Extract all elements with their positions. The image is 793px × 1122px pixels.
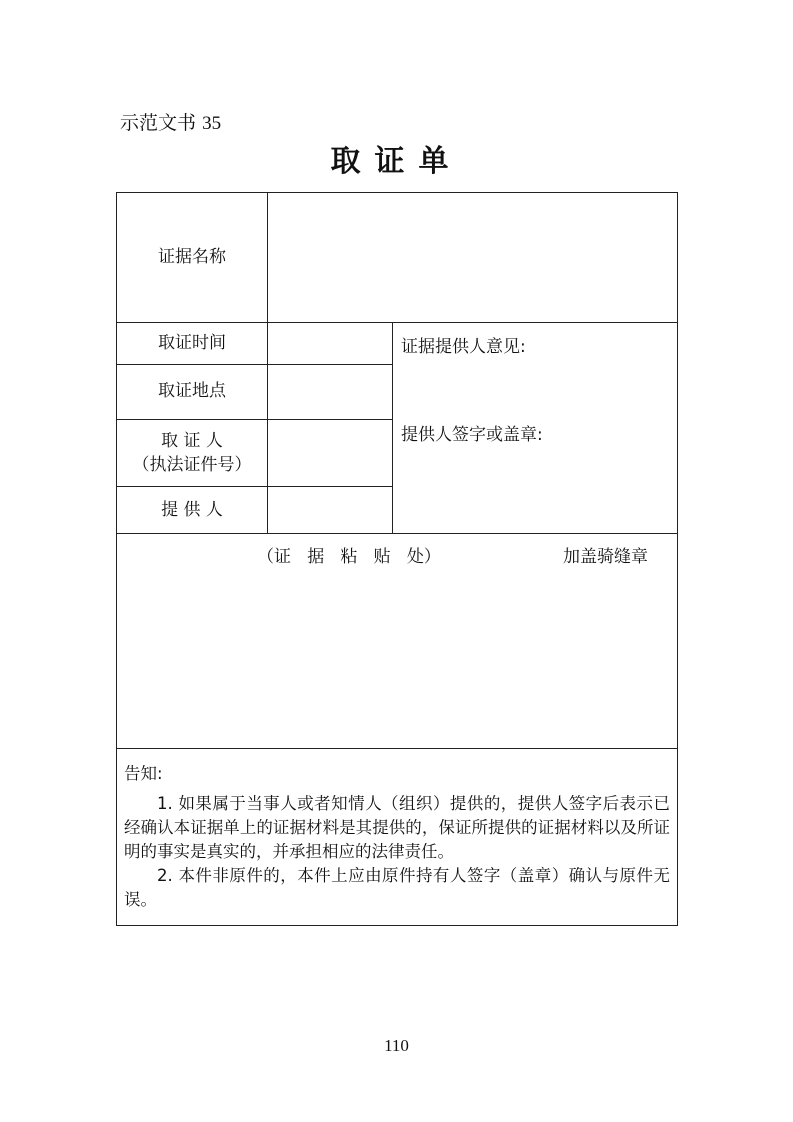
cross-page-seal-label: 加盖骑缝章	[563, 547, 648, 567]
provider-signature-label: 提供人签字或盖章:	[401, 425, 543, 445]
collector-label: 取 证 人	[161, 431, 223, 451]
notice-item: 2. 本件非原件的，本件上应由原件持有人签字（盖章）确认与原件无误。	[124, 866, 670, 909]
row-divider	[117, 419, 392, 420]
row-divider	[117, 322, 677, 323]
evidence-name-label: 证据名称	[158, 247, 226, 267]
evidence-paste-area-label: （证 据 粘 贴 处）	[257, 547, 441, 567]
notice-item: 1. 如果属于当事人或者知情人（组织）提供的，提供人签字后表示已经确认本证据单上的证据材料是其提供的，保证所提供的证据材料以及所证明的事实是真实的，并承担相应的法律责任。	[124, 794, 670, 861]
column-divider	[267, 193, 268, 533]
page-number: 110	[384, 1036, 409, 1055]
row-divider	[117, 533, 677, 534]
row-divider	[117, 364, 392, 365]
doc-number: 35	[202, 113, 222, 134]
doc-label-text: 示范文书	[120, 112, 197, 134]
collection-place-label: 取证地点	[158, 381, 226, 401]
page-title: 取证单	[330, 144, 463, 179]
collection-time-label: 取证时间	[158, 333, 226, 353]
notice-heading: 告知:	[124, 764, 163, 783]
row-divider	[117, 486, 392, 487]
collector-id-label: （执法证件号）	[132, 455, 252, 475]
provider-opinion-label: 证据提供人意见:	[401, 337, 526, 357]
notice-section	[124, 762, 670, 912]
row-divider	[117, 748, 677, 749]
provider-label: 提 供 人	[161, 500, 223, 520]
document-sample-label	[120, 108, 221, 135]
column-divider	[392, 322, 393, 533]
